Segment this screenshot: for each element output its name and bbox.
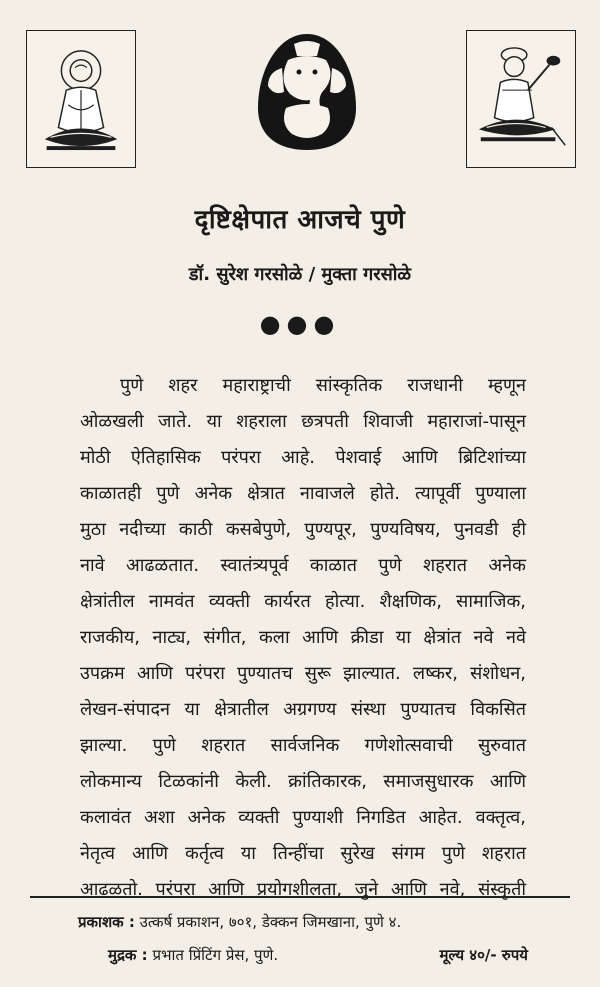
paragraph-line: उपक्रम आणि परंपरा पुण्यातच सुरू झाल्यात. लष्कर, संशोधन, xyxy=(80,663,526,684)
paragraph-line: पुणे शहर महाराष्ट्राची सांस्कृतिक राजधानी म्हणून xyxy=(120,375,526,396)
publisher-line xyxy=(78,912,401,932)
separator-dots: ●●● xyxy=(259,310,341,338)
printer-value: प्रभात प्रिंटिंग प्रेस, पुणे. xyxy=(152,946,279,964)
paragraph-line: ओळखली जाते. या शहराला छत्रपती शिवाजी महाराजां-पासून xyxy=(80,411,526,432)
chapter-title: दृष्टिक्षेपात आजचे पुणे xyxy=(194,205,406,235)
paragraph-line: कलावंत अशा अनेक व्यक्ती पुण्याशी निगडित आहेत. वक्तृत्व, xyxy=(80,807,526,828)
paragraph-line: मुठा नदीच्या काठी कसबेपुणे, पुण्यपूर, पुण्यविषय, पुनवडी ही xyxy=(80,519,526,540)
authors-line: डॉ. सुरेश गरसोळे / मुक्ता गरसोळे xyxy=(188,264,412,285)
paragraph-line: लोकमान्य टिळकांनी केली. क्रांतिकारक, समाजसुधारक आणि xyxy=(80,771,526,792)
ganesha-emblem xyxy=(252,30,362,154)
paragraph-line: आढळतो. परंपरा आणि प्रयोगशीलता, जुने आणि नवे, संस्कृती xyxy=(80,879,526,900)
paragraph-line: मोठी ऐतिहासिक परंपरा आहे. पेशवाई आणि ब्रिटिशांच्या xyxy=(80,447,526,468)
paragraph-line: लेखन-संपादन या क्षेत्रातील अग्रगण्य संस्था पुण्यातच विकसित xyxy=(80,699,526,720)
footer-divider xyxy=(30,896,570,898)
ganesha-drawing xyxy=(252,30,362,154)
price: मूल्य ४०/- रुपये xyxy=(439,946,528,964)
paragraph-line: नावे आढळतात. स्वातंत्र्यपूर्व काळात पुणे शहरात अनेक xyxy=(80,555,526,576)
paragraph-line: राजकीय, नाट्य, संगीत, कला आणि क्रीडा या क्षेत्रांत नवे नवे xyxy=(80,627,526,648)
saint-with-veena-illustration xyxy=(466,30,576,168)
paragraph-line: क्षेत्रांतील नामवंत व्यक्ती कार्यरत होत्या. शैक्षणिक, सामाजिक, xyxy=(80,591,526,612)
publisher-label: प्रकाशक : xyxy=(78,913,135,931)
paragraph-line: नेतृत्व आणि कर्तृत्व या तिन्हींचा सुरेख संगम पुणे शहरात xyxy=(80,843,526,864)
printer-label: मुद्रक : xyxy=(108,946,148,964)
saint-meditating-illustration xyxy=(26,30,136,168)
paragraph-line: काळातही पुणे अनेक क्षेत्रात नावाजले होते. त्यापूर्वी पुण्याला xyxy=(80,483,526,504)
saint-meditating-drawing xyxy=(27,31,135,167)
body-paragraph xyxy=(80,368,526,908)
printer-line xyxy=(108,945,528,965)
paragraph-line: झाल्या. पुणे शहरात सार्वजनिक गणेशोत्सवाची सुरुवात xyxy=(80,735,526,756)
saint-with-veena-drawing xyxy=(467,31,575,167)
publisher-value: उत्कर्ष प्रकाशन, ७०१, डेक्कन जिमखाना, पुणे ४. xyxy=(139,913,402,931)
